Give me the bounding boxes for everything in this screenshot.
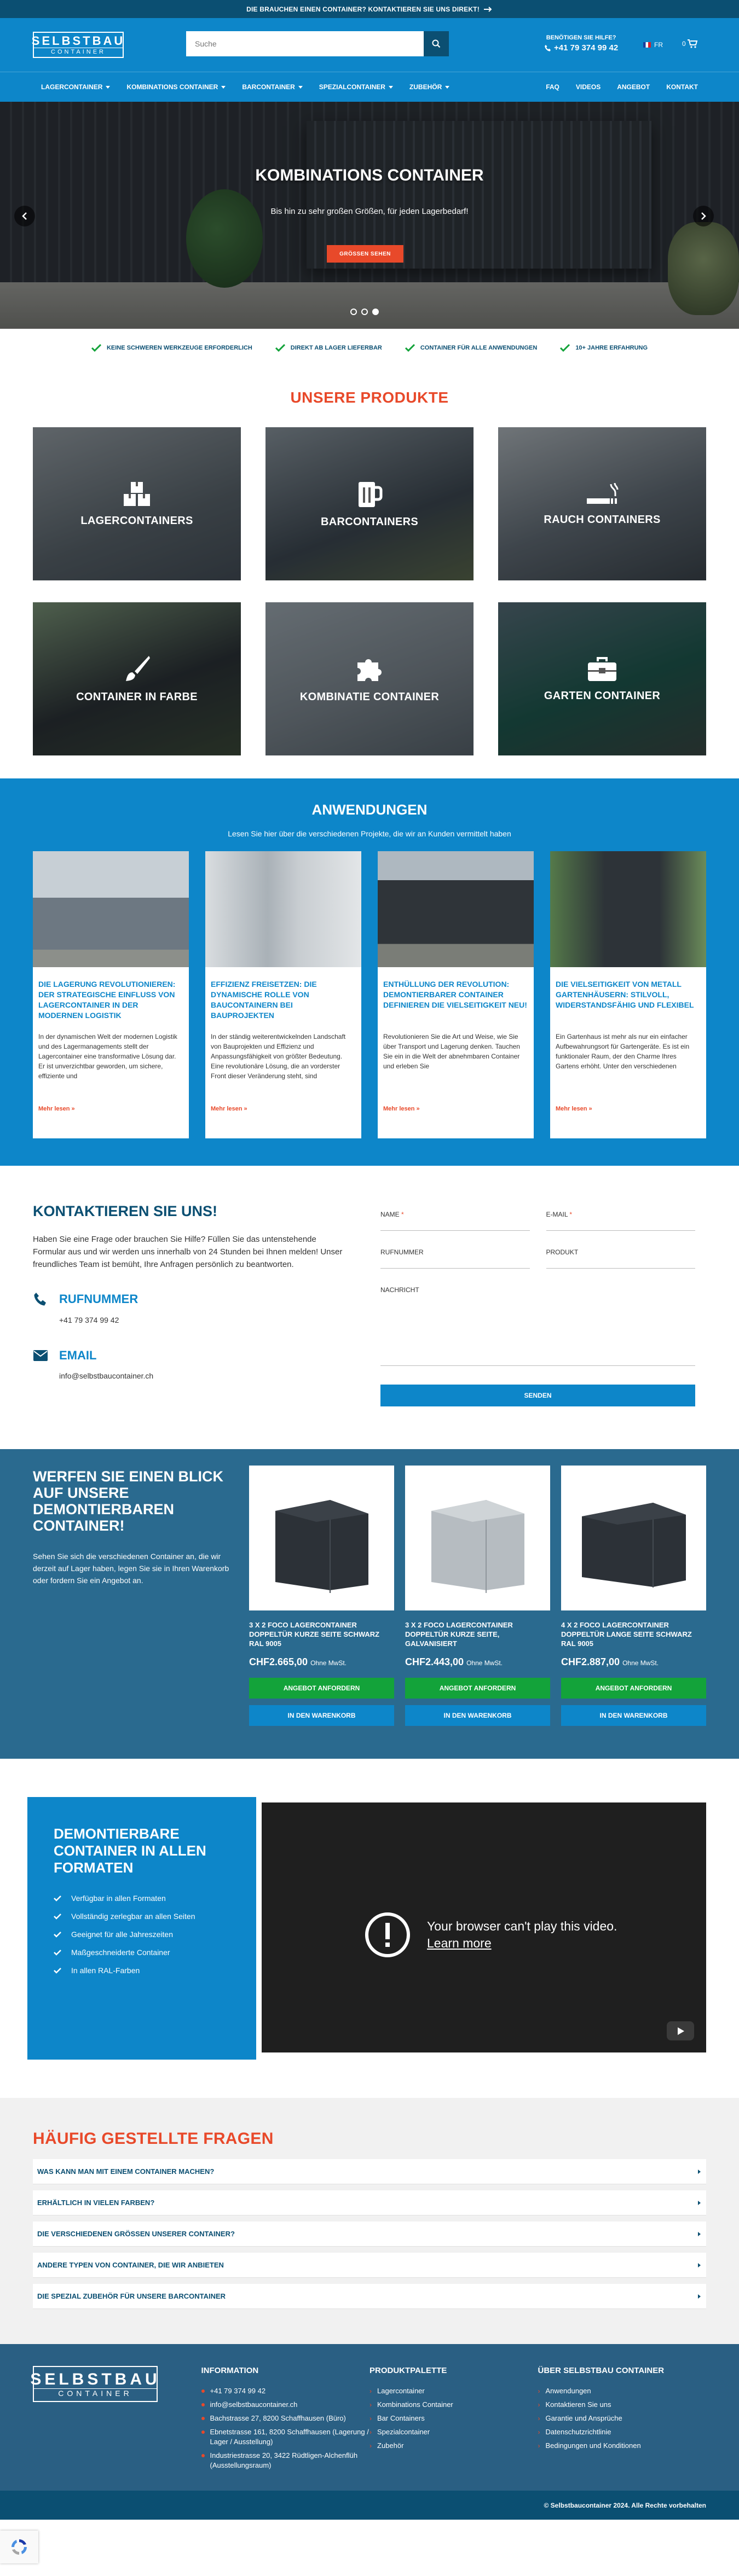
smoking-icon — [586, 482, 619, 506]
product-name: LAGERCONTAINERS — [80, 514, 193, 527]
arrow-icon: › — [370, 2387, 372, 2395]
faq-title: HÄUFIG GESTELLTE FRAGEN — [33, 2130, 274, 2148]
offers-section — [0, 1449, 739, 1759]
footer-info-item: Ebnetstrasse 161, 8200 Schaffhausen (Lagerung / Lager / Ausstellung) — [201, 2427, 370, 2447]
caret-down-icon — [106, 86, 110, 89]
footer-link[interactable]: › Datenschutzrichtlinie — [538, 2428, 611, 2436]
applications-subtitle: Lesen Sie hier über die verschiedenen Projekte, die wir an Kunden vermittelt haben — [228, 829, 511, 838]
search-input[interactable] — [186, 31, 424, 56]
offer-name[interactable]: 3 X 2 FOCO LAGERCONTAINER DOPPELTÜR KURZE SEITE SCHWARZ RAL 9005 — [249, 1621, 380, 1648]
offers-title: WERFEN SIE EINEN BLICK AUF UNSERE DEMONTIERBAREN CONTAINER! — [33, 1468, 224, 1534]
article-excerpt: Ein Gartenhaus ist mehr als nur ein einfacher Aufbewahrungsort für Gartengeräte. Es ist ein funktionaler Raum, der den Charme Ihres Gartens erhöht. Unter den verschiedenen — [556, 1033, 690, 1070]
applications-section — [0, 778, 739, 1166]
arrow-icon: › — [370, 2442, 372, 2450]
contact-intro: Haben Sie eine Frage oder brauchen Sie Hilfe? Füllen Sie das untenstehende Formular aus und wir werden uns innerhalb von 24 Stunden bei Ihnen melden! Unser freundliches Team ist bemüht, Ihre Anfragen persönlich zu beantworten. — [33, 1235, 343, 1269]
article-excerpt: In der dynamischen Welt der modernen Logistik und des Lagermanagements stellt der Lagercontainer eine transformative Lösung dar. Er ist unverzichtbar geworden, um sichere, effiziente und — [38, 1033, 177, 1080]
product-card-lagercontainers[interactable] — [33, 427, 241, 580]
faq-question: DIE SPEZIAL ZUBEHÖR FÜR UNSERE BARCONTAINER — [37, 2292, 226, 2300]
feature-item — [275, 344, 382, 352]
product-name: BARCONTAINERS — [321, 515, 418, 528]
feature-item — [91, 344, 252, 352]
request-quote-button[interactable]: ANGEBOT ANFORDERN — [249, 1678, 394, 1699]
hero-slider — [0, 102, 739, 329]
arrow-right-icon — [484, 7, 493, 12]
faq-item[interactable] — [33, 2190, 706, 2216]
offer-name[interactable]: 3 X 2 FOCO LAGERCONTAINER DOPPELTÜR KURZE SEITE, GALVANISIERT — [405, 1621, 513, 1648]
chevron-right-icon — [697, 2263, 702, 2268]
offers-grid — [249, 1466, 706, 1726]
footer-link[interactable]: › Garantie und Ansprüche — [538, 2414, 622, 2422]
check-icon — [54, 1895, 61, 1902]
chevron-right-icon — [697, 2231, 702, 2237]
faq-item[interactable] — [33, 2159, 706, 2184]
footer-heading: PRODUKTPALETTE — [370, 2366, 447, 2375]
footer-link[interactable]: › Kombinations Container — [370, 2400, 453, 2409]
field-label: NACHRICHT — [380, 1286, 419, 1294]
puzzle-icon — [355, 655, 384, 683]
cart-button[interactable] — [682, 39, 698, 49]
cart-count: 0 — [682, 40, 686, 48]
email-label: EMAIL — [59, 1348, 97, 1362]
send-button[interactable]: SENDEN — [380, 1385, 695, 1406]
help-phone: +41 79 374 99 42 — [554, 43, 619, 53]
slider-prev-button[interactable] — [14, 206, 35, 226]
add-to-cart-button[interactable]: IN DEN WARENKORB — [561, 1705, 706, 1726]
footer-information — [201, 2366, 370, 2474]
nav-item-lagercontainer[interactable] — [33, 72, 118, 102]
feature-label: KEINE SCHWEREN WERKZEUGE ERFORDERLICH — [106, 345, 252, 351]
read-more-link[interactable]: Mehr lesen » — [211, 1106, 247, 1112]
logo-bottom-text: CONTAINER — [34, 2388, 157, 2398]
article-excerpt: In der ständig weiterentwickelnden Landschaft von Bauprojekten und Effizienz und Anpassungsfähigkeit von größter Bedeutung. Eine revolutionäre Lösung, die an vorderster Front dieser Veränderung steht, sind — [211, 1033, 346, 1080]
arrow-icon: › — [538, 2428, 540, 2436]
contact-form — [380, 1203, 695, 1406]
product-card-garten-container[interactable] — [498, 602, 706, 755]
chevron-right-icon — [700, 212, 707, 220]
caret-down-icon — [445, 86, 449, 89]
phone-icon — [33, 1292, 48, 1307]
offer-card — [561, 1466, 706, 1726]
nav-item-angebot[interactable]: ANGEBOT — [617, 83, 650, 91]
phone-field[interactable] — [380, 1248, 530, 1269]
slider-dots — [350, 309, 379, 315]
video-error-message — [365, 1912, 617, 1958]
field-label: PRODUKT — [546, 1248, 579, 1256]
paint-brush-icon — [123, 655, 151, 683]
help-label: BENÖTIGEN SIE HILFE? — [546, 34, 616, 41]
nav-label: SPEZIALCONTAINER — [319, 83, 385, 91]
check-icon — [54, 1932, 61, 1938]
field-label: NAME * — [380, 1211, 404, 1218]
arrow-icon: › — [538, 2415, 540, 2422]
slider-next-button[interactable] — [693, 206, 714, 226]
nav-item-barcontainer[interactable] — [234, 72, 310, 102]
feature-label: 10+ JAHRE ERFAHRUNG — [575, 345, 648, 351]
product-card-barcontainers[interactable] — [265, 427, 474, 580]
offers-description: Sehen Sie sich die verschiedenen Container an, die wir derzeit auf Lager haben, legen Sie sie in Ihren Warenkorb oder fordern Sie ein Angebot an. — [33, 1552, 229, 1585]
arrow-icon: › — [370, 2428, 372, 2436]
beer-mug-icon — [356, 480, 383, 508]
faq-item[interactable] — [33, 2284, 706, 2309]
footer-info-item: Industriestrasse 20, 3422 Rüdtligen-Alchenflüh (Ausstellungsraum) — [201, 2451, 370, 2470]
faq-item[interactable] — [33, 2222, 706, 2247]
contact-email-block — [33, 1348, 345, 1380]
list-item: Verfügbar in allen Formaten — [54, 1894, 230, 1903]
footer-link[interactable]: › Bar Containers — [370, 2414, 425, 2422]
article-title[interactable]: DIE LAGERUNG REVOLUTIONIEREN: DER STRATEGISCHE EINFLUSS VON LAGERCONTAINER IN DER MODERNEN LOGISTIK — [38, 980, 176, 1020]
help-contact[interactable] — [544, 34, 618, 53]
footer-link[interactable]: › Kontaktieren Sie uns — [538, 2400, 611, 2409]
search-button[interactable] — [424, 31, 449, 56]
logo-top-text: SELBSTBAU — [31, 34, 125, 48]
hero-cta-button[interactable]: GRÖSSEN SEHEN — [327, 245, 403, 263]
footer-link[interactable]: › Zubehör — [370, 2441, 404, 2450]
article-card[interactable] — [33, 851, 189, 1138]
bullet-icon — [201, 2389, 205, 2393]
field-label: E-MAIL * — [546, 1211, 573, 1218]
site-header — [0, 18, 739, 72]
nav-item-kombinations-container[interactable] — [118, 72, 234, 102]
phone-label: RUFNUMMER — [59, 1292, 138, 1306]
bullet-icon — [201, 2454, 205, 2457]
main-navigation — [0, 72, 739, 102]
bullet-icon — [201, 2417, 205, 2420]
name-field[interactable] — [380, 1211, 530, 1231]
article-card[interactable] — [550, 851, 706, 1138]
faq-question: ANDERE TYPEN VON CONTAINER, DIE WIR ANBIETEN — [37, 2261, 224, 2269]
arrow-icon: › — [538, 2387, 540, 2395]
footer-info-item[interactable]: +41 79 374 99 42 — [201, 2386, 370, 2396]
contact-email[interactable]: info@selbstbaucontainer.ch — [59, 1371, 154, 1380]
offer-price: CHF2.665,00 Ohne MwSt. — [249, 1656, 347, 1667]
products-grid — [33, 427, 706, 755]
hero-subtitle: Bis hin zu sehr großen Größen, für jeden Lagerbedarf! — [270, 207, 469, 216]
add-to-cart-button[interactable]: IN DEN WARENKORB — [405, 1705, 550, 1726]
announcement-text: DIE BRAUCHEN EINEN CONTAINER? KONTAKTIEREN SIE UNS DIREKT! — [246, 5, 480, 13]
offers-intro — [33, 1466, 246, 1726]
chevron-right-icon — [697, 2200, 702, 2206]
footer-logo[interactable] — [30, 2366, 160, 2402]
video-error-text: Your browser can't play this video. — [427, 1919, 617, 1933]
offer-image[interactable] — [249, 1466, 394, 1610]
nav-item-kontakt[interactable]: KONTAKT — [666, 83, 698, 91]
faq-question: ERHÄLTLICH IN VIELEN FARBEN? — [37, 2199, 155, 2207]
search-icon — [432, 39, 441, 48]
language-switcher[interactable] — [643, 41, 663, 49]
chevron-left-icon — [21, 212, 28, 220]
slider-dot-active[interactable] — [372, 309, 379, 315]
nav-right — [538, 72, 706, 102]
product-name: RAUCH CONTAINERS — [544, 513, 661, 526]
nav-left — [33, 72, 458, 102]
feature-label: CONTAINER FÜR ALLE ANWENDUNGEN — [420, 345, 538, 351]
nav-item-faq[interactable]: FAQ — [546, 83, 559, 91]
article-title[interactable]: EFFIZIENZ FREISETZEN: DIE DYNAMISCHE ROLLE VON BAUCONTAINERN BEI BAUPROJEKTEN — [211, 980, 317, 1020]
contact-section — [0, 1166, 739, 1449]
request-quote-button[interactable]: ANGEBOT ANFORDERN — [405, 1678, 550, 1699]
request-quote-button[interactable]: ANGEBOT ANFORDERN — [561, 1678, 706, 1699]
product-name: KOMBINATIE CONTAINER — [299, 690, 440, 703]
article-image — [205, 851, 361, 967]
arrow-icon: › — [538, 2442, 540, 2450]
bullet-icon — [201, 2430, 205, 2434]
caret-down-icon — [389, 86, 393, 89]
footer-link[interactable]: › Bedingungen und Konditionen — [538, 2441, 641, 2450]
envelope-icon — [33, 1350, 48, 1362]
products-section — [0, 367, 739, 755]
logo-top-text: SELBSTBAU — [30, 2370, 160, 2388]
list-item: Geeignet für alle Jahreszeiten — [54, 1930, 230, 1939]
footer-heading: INFORMATION — [201, 2366, 259, 2375]
phone-icon — [544, 44, 552, 52]
arrow-icon: › — [538, 2401, 540, 2409]
faq-section — [0, 2098, 739, 2344]
offer-image[interactable] — [405, 1466, 550, 1610]
footer-about — [538, 2366, 707, 2474]
video-title: DEMONTIERBARE CONTAINER IN ALLEN FORMATEN — [54, 1825, 206, 1876]
check-icon — [91, 344, 101, 352]
chevron-right-icon — [697, 2169, 702, 2174]
offer-name[interactable]: 4 X 2 FOCO LAGERCONTAINER DOPPELTÜR LANGE SEITE SCHWARZ RAL 9005 — [561, 1621, 692, 1648]
product-card-kombinatie-container[interactable] — [265, 602, 474, 755]
alert-icon — [365, 1912, 411, 1958]
article-title[interactable]: DIE VIELSEITIGKEIT VON METALL GARTENHÄUSERN: STILVOLL, WIDERSTANDSFÄHIG UND FLEXIBEL — [556, 980, 694, 1009]
product-card-container-in-farbe[interactable] — [33, 602, 241, 755]
field-label: RUFNUMMER — [380, 1248, 424, 1256]
recaptcha-icon — [10, 2538, 28, 2556]
nav-label: LAGERCONTAINER — [41, 83, 103, 91]
site-footer — [0, 2344, 739, 2491]
footer-info-item: Bachstrasse 27, 8200 Schaffhausen (Büro) — [201, 2414, 370, 2423]
check-icon — [54, 1914, 61, 1920]
check-icon — [54, 1968, 61, 1974]
check-icon — [54, 1950, 61, 1956]
footer-link[interactable]: › Anwendungen — [538, 2387, 591, 2395]
email-field[interactable] — [546, 1211, 696, 1231]
offer-card — [249, 1466, 394, 1726]
list-item: Vollständig zerlegbar an allen Seiten — [54, 1912, 230, 1921]
read-more-link[interactable]: Mehr lesen » — [38, 1106, 75, 1112]
top-announcement-bar[interactable] — [0, 0, 739, 18]
footer-info-item[interactable]: info@selbstbaucontainer.ch — [201, 2400, 370, 2410]
copyright-bar — [0, 2491, 739, 2520]
nav-item-zubehoer[interactable] — [401, 72, 458, 102]
youtube-icon[interactable] — [667, 2021, 694, 2040]
contact-phone-block — [33, 1292, 345, 1324]
arrow-icon: › — [370, 2401, 372, 2409]
arrow-icon: › — [370, 2415, 372, 2422]
video-feature-list — [54, 1894, 230, 1975]
caret-down-icon — [221, 86, 226, 89]
contact-phone[interactable]: +41 79 374 99 42 — [59, 1316, 119, 1324]
slider-dot[interactable] — [361, 309, 368, 315]
article-card[interactable] — [378, 851, 534, 1138]
products-title: UNSERE PRODUKTE — [290, 389, 449, 406]
contact-info — [33, 1203, 345, 1406]
cart-icon — [687, 39, 698, 49]
nav-label: BARCONTAINER — [242, 83, 295, 91]
offer-image[interactable] — [561, 1466, 706, 1610]
site-logo[interactable] — [33, 32, 124, 58]
bullet-icon — [201, 2403, 205, 2406]
video-section — [0, 1759, 739, 2098]
add-to-cart-button[interactable]: IN DEN WARENKORB — [249, 1705, 394, 1726]
read-more-link[interactable]: Mehr lesen » — [383, 1106, 420, 1112]
feature-item — [560, 344, 648, 352]
boxes-icon — [122, 481, 152, 507]
faq-question: WAS KANN MAN MIT EINEM CONTAINER MACHEN? — [37, 2167, 215, 2176]
chevron-right-icon — [697, 2294, 702, 2299]
caret-down-icon — [298, 86, 303, 89]
offer-price: CHF2.887,00 Ohne MwSt. — [561, 1656, 659, 1667]
product-name: CONTAINER IN FARBE — [76, 690, 198, 703]
faq-item[interactable] — [33, 2253, 706, 2278]
footer-heading: ÜBER SELBSTBAU CONTAINER — [538, 2366, 665, 2375]
list-item: Maßgeschneiderte Container — [54, 1948, 230, 1957]
footer-link[interactable]: › Lagercontainer — [370, 2387, 425, 2395]
product-field[interactable] — [546, 1248, 696, 1269]
nav-label: ZUBEHÖR — [409, 83, 442, 91]
article-title[interactable]: ENTHÜLLUNG DER REVOLUTION: DEMONTIERBARER CONTAINER DEFINIEREN DIE VIELSEITIGKEIT NEU! — [383, 980, 527, 1009]
product-card-rauch-containers[interactable] — [498, 427, 706, 580]
nav-item-spezialcontainer[interactable] — [311, 72, 401, 102]
footer-link[interactable]: › Spezialcontainer — [370, 2428, 430, 2436]
video-info-box — [27, 1797, 256, 2060]
article-excerpt: Revolutionieren Sie die Art und Weise, wie Sie über Transport und Lagerung denken. Tauchen Sie ein in die Welt der abnehmbaren Container und erleben Sie — [383, 1033, 520, 1070]
faq-question: DIE VERSCHIEDENEN GRÖSSEN UNSERER CONTAINER? — [37, 2230, 235, 2238]
check-icon — [560, 344, 570, 352]
slider-dot[interactable] — [350, 309, 357, 315]
article-image — [550, 851, 706, 967]
article-image — [33, 851, 189, 967]
recaptcha-badge[interactable] — [0, 2531, 38, 2563]
feature-label: DIREKT AB LAGER LIEFERBAR — [290, 345, 382, 351]
nav-label: KOMBINATIONS CONTAINER — [126, 83, 218, 91]
check-icon — [405, 344, 415, 352]
flag-icon — [643, 42, 651, 48]
logo-bottom-text: CONTAINER — [34, 48, 123, 55]
toolbox-icon — [587, 656, 617, 682]
applications-grid — [33, 851, 706, 1138]
message-textarea[interactable] — [380, 1286, 695, 1366]
applications-title: ANWENDUNGEN — [311, 801, 428, 818]
copyright-text: © Selbstbaucontainer 2024. Alle Rechte vorbehalten — [544, 2501, 706, 2509]
language-label: FR — [654, 41, 663, 49]
list-item: In allen RAL-Farben — [54, 1966, 230, 1975]
offer-price: CHF2.443,00 Ohne MwSt. — [405, 1656, 503, 1667]
article-image — [378, 851, 534, 967]
feature-strip — [0, 329, 739, 367]
learn-more-link[interactable]: Learn more — [427, 1936, 492, 1950]
read-more-link[interactable]: Mehr lesen » — [556, 1106, 592, 1112]
hero-title: KOMBINATIONS CONTAINER — [255, 166, 484, 184]
product-name: GARTEN CONTAINER — [544, 689, 661, 702]
article-card[interactable] — [205, 851, 361, 1138]
feature-item — [405, 344, 537, 352]
nav-item-videos[interactable]: VIDEOS — [575, 83, 601, 91]
video-player[interactable] — [262, 1802, 706, 2052]
footer-product-range — [370, 2366, 538, 2474]
offer-card — [405, 1466, 550, 1726]
search-bar — [186, 31, 449, 56]
check-icon — [275, 344, 285, 352]
contact-title: KONTAKTIEREN SIE UNS! — [33, 1203, 218, 1219]
